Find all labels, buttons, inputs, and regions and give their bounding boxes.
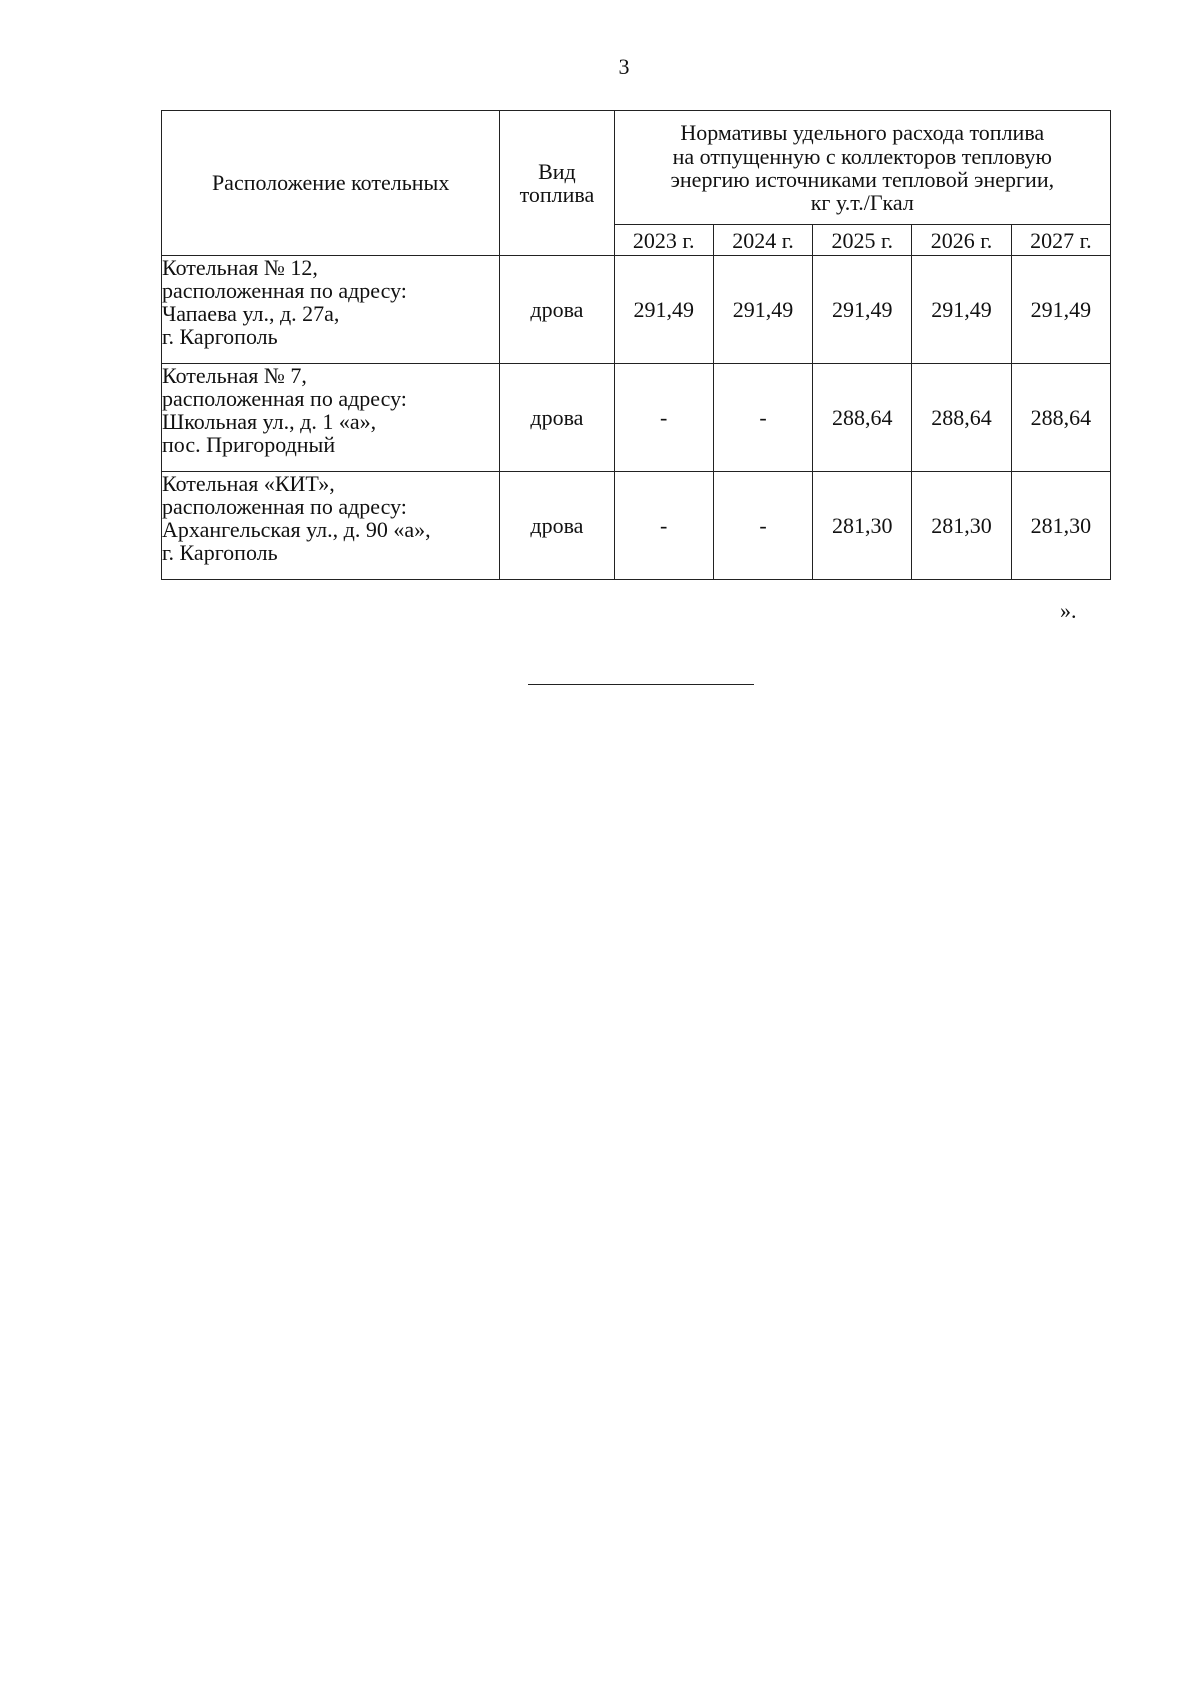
norm-value: 291,49 — [713, 256, 812, 364]
header-fuel-line1: Вид — [538, 158, 576, 184]
header-norms — [614, 111, 1110, 225]
location-line: г. Каргополь — [162, 324, 278, 350]
boiler-location — [162, 472, 500, 580]
table-row — [162, 256, 1111, 364]
norm-value: 291,49 — [614, 256, 713, 364]
norm-value: 281,30 — [912, 472, 1011, 580]
location-line: Школьная ул., д. 1 «а», — [162, 409, 377, 435]
norm-value: 288,64 — [912, 364, 1011, 472]
boiler-location — [162, 256, 500, 364]
header-year: 2023 г. — [614, 225, 713, 256]
header-year: 2027 г. — [1011, 225, 1110, 256]
header-row-main — [162, 111, 1111, 225]
norm-value: 281,30 — [1011, 472, 1110, 580]
norm-value: 281,30 — [813, 472, 912, 580]
table-row — [162, 364, 1111, 472]
location-line: расположенная по адресу: — [162, 494, 407, 520]
header-year: 2026 г. — [912, 225, 1011, 256]
header-year: 2024 г. — [713, 225, 812, 256]
location-line: Котельная № 7, — [162, 363, 307, 388]
norm-value: - — [614, 472, 713, 580]
header-norms-line4: кг у.т./Гкал — [810, 189, 914, 215]
header-fuel — [500, 111, 614, 256]
location-line: Котельная № 12, — [162, 255, 318, 280]
page-number: 3 — [618, 54, 630, 79]
location-line: г. Каргополь — [162, 540, 278, 566]
norm-value: - — [713, 364, 812, 472]
header-norms-line3: энергию источниками тепловой энергии, — [670, 166, 1055, 192]
fuel-type: дрова — [500, 364, 614, 472]
norm-value: - — [713, 472, 812, 580]
location-line: Чапаева ул., д. 27а, — [162, 301, 340, 327]
table-row — [162, 472, 1111, 580]
closing-quote: ». — [1060, 598, 1077, 623]
norm-value: 288,64 — [1011, 364, 1110, 472]
norm-value: 291,49 — [813, 256, 912, 364]
norm-value: 291,49 — [1011, 256, 1110, 364]
separator-line — [528, 684, 754, 685]
location-line: пос. Пригородный — [162, 432, 336, 458]
fuel-type: дрова — [500, 256, 614, 364]
header-location: Расположение котельных — [162, 111, 500, 256]
norm-value: 288,64 — [813, 364, 912, 472]
fuel-norms-table — [161, 110, 1111, 580]
header-year: 2025 г. — [813, 225, 912, 256]
boiler-location — [162, 364, 500, 472]
fuel-type: дрова — [500, 472, 614, 580]
norm-value: 291,49 — [912, 256, 1011, 364]
location-line: расположенная по адресу: — [162, 278, 407, 304]
location-line: расположенная по адресу: — [162, 386, 407, 412]
location-line: Архангельская ул., д. 90 «а», — [162, 517, 431, 543]
header-norms-line2: на отпущенную с коллекторов тепловую — [672, 143, 1052, 169]
location-line: Котельная «КИТ», — [162, 471, 335, 496]
header-fuel-line2: топлива — [519, 182, 595, 207]
header-norms-line1: Нормативы удельного расхода топлива — [680, 120, 1045, 146]
norm-value: - — [614, 364, 713, 472]
